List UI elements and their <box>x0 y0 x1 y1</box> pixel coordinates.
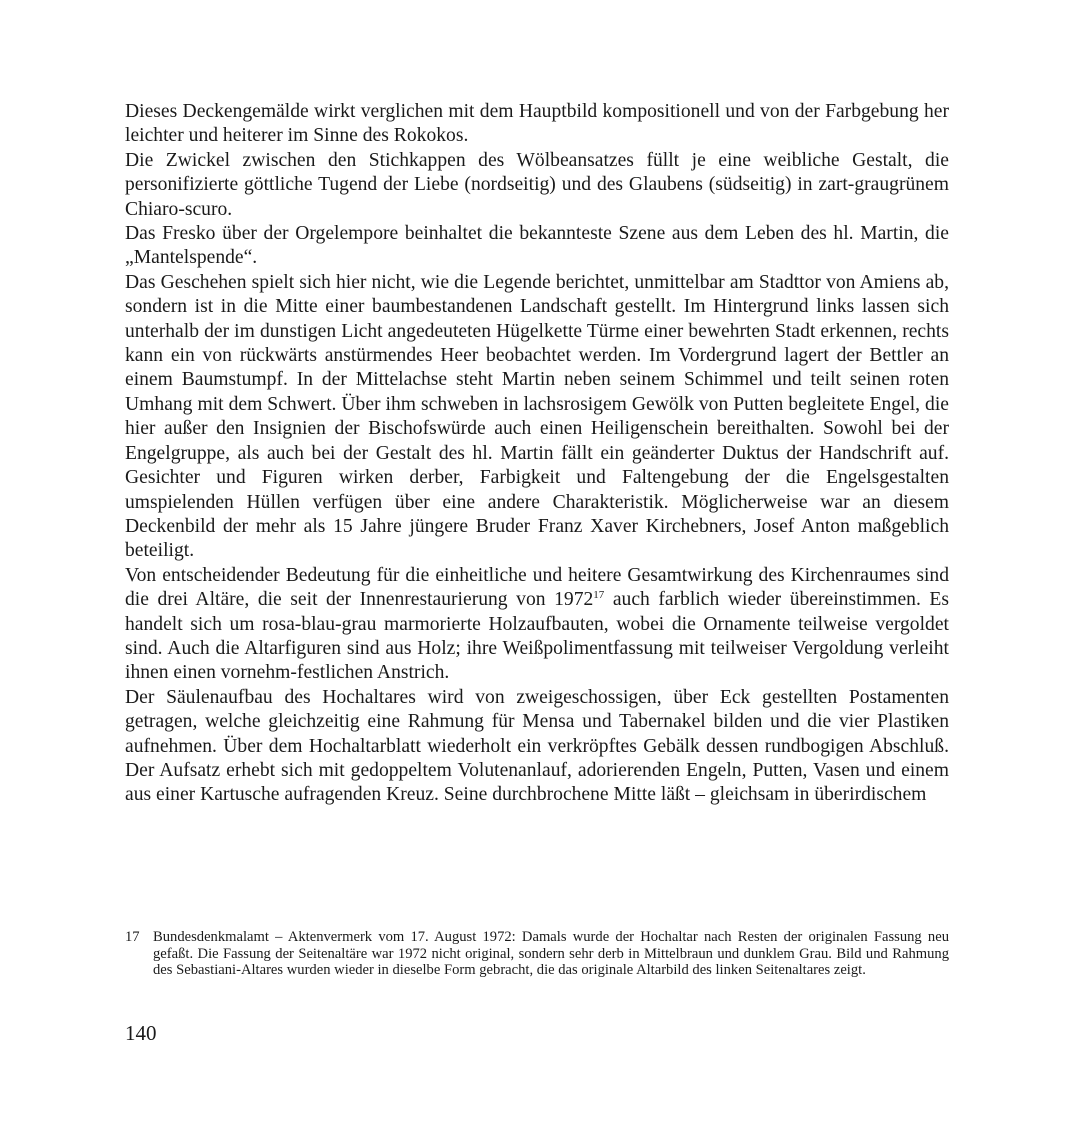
page-body <box>125 100 949 808</box>
paragraph-rokoko: Dieses Deckengemälde wirkt verglichen mit dem Hauptbild kompositionell und von der Farbgebung her leichter und heiterer im Sinne des Rokokos. <box>125 101 949 147</box>
paragraph-altaere-text-after: auch farblich wieder übereinstimmen. Es handelt sich um rosa-blau-grau marmorierte Holzaufbauten, wobei die Ornamente teilweise vergoldet sind. Auch die Altarfiguren sind aus Holz; ihre Weißpolimentfassung mit teilweiser Vergoldung verleiht ihnen einen vornehm-festlichen Anstrich. <box>125 589 949 684</box>
footnote <box>125 929 949 979</box>
footnote-reference: 17 <box>593 589 605 602</box>
paragraph-altaere <box>125 564 949 686</box>
footnotes <box>125 929 949 979</box>
page-number: 140 <box>125 1021 157 1045</box>
paragraph-hochaltar: Der Säulenaufbau des Hochaltares wird von zweigeschossigen, über Eck gestellten Postamenten getragen, welche gleichzeitig eine Rahmung für Mensa und Tabernakel bilden und die vier Plastiken aufnehmen. Über dem Hochaltarblatt wiederholt ein verkröpftes Gebälk dessen rundbogigen Abschluß. Der Aufsatz erhebt sich mit gedoppeltem Volutenanlauf, adorierenden Engeln, Putten, Vasen und einem aus einer Kartusche aufragenden Kreuz. Seine durchbrochene Mitte läßt – gleichsam in überirdischem <box>125 686 949 806</box>
footnote-number: 17 <box>125 929 140 945</box>
paragraph-fresko: Das Fresko über der Orgelempore beinhaltet die bekannteste Szene aus dem Leben des hl. Martin, die „Mantelspende“. <box>125 223 949 269</box>
paragraph-geschehen: Das Geschehen spielt sich hier nicht, wie die Legende berichtet, unmittelbar am Stadttor von Amiens ab, sondern ist in die Mitte einer baumbestandenen Landschaft gestellt. Im Hintergrund links lassen sich unterhalb der im dunstigen Licht angedeuteten Hügelkette Türme einer bewehrten Stadt erkennen, rechts kann ein von rückwärts anstürmendes Heer beobachtet werden. Im Vordergrund lagert der Bettler an einem Baumstumpf. In der Mittelachse steht Martin neben seinem Schimmel und teilt seinen roten Umhang mit dem Schwert. Über ihm schweben in lachsrosigem Gewölk von Putten begleitete Engel, die hier außer den Insignien der Bischofswürde auch einen Heiligenschein bereithalten. Sowohl bei der Engelgruppe, als auch bei der Gestalt des hl. Martin fällt ein geänderter Duktus der Handschrift auf. Gesichter und Figuren wirken derber, Farbigkeit und Faltengebung der die Engelsgestalten umspielenden Hüllen verfügen über eine andere Charakteristik. Möglicherweise war an diesem Deckenbild der mehr als 15 Jahre jüngere Bruder Franz Xaver Kirchebners, Josef Anton maßgeblich beteiligt. <box>125 271 949 562</box>
body-text <box>125 100 949 808</box>
paragraph-altaere-text-before: Von entscheidender Bedeutung für die einheitliche und heitere Gesamtwirkung des Kirchenraumes sind die drei Altäre, die seit der Innenrestaurierung von 1972 <box>125 564 949 611</box>
footnote-text: Bundesdenkmalamt – Aktenvermerk vom 17. August 1972: Damals wurde der Hochaltar nach Resten der originalen Fassung neu gefaßt. Die Fassung der Seitenaltäre war 1972 nicht original, sondern sehr derb in Mittelbraun und dunklem Grau. Bild und Rahmung des Sebastiani-Altares wurden wieder in dieselbe Form gebracht, die das originale Altarbild des linken Seitenaltares zeigt. <box>153 929 949 979</box>
paragraph-zwickel: Die Zwickel zwischen den Stichkappen des Wölbeansatzes füllt je eine weibliche Gestalt, die personifizierte göttliche Tugend der Liebe (nordseitig) und des Glaubens (südseitig) in zart-graugrünem Chiaro-scuro. <box>125 149 949 220</box>
